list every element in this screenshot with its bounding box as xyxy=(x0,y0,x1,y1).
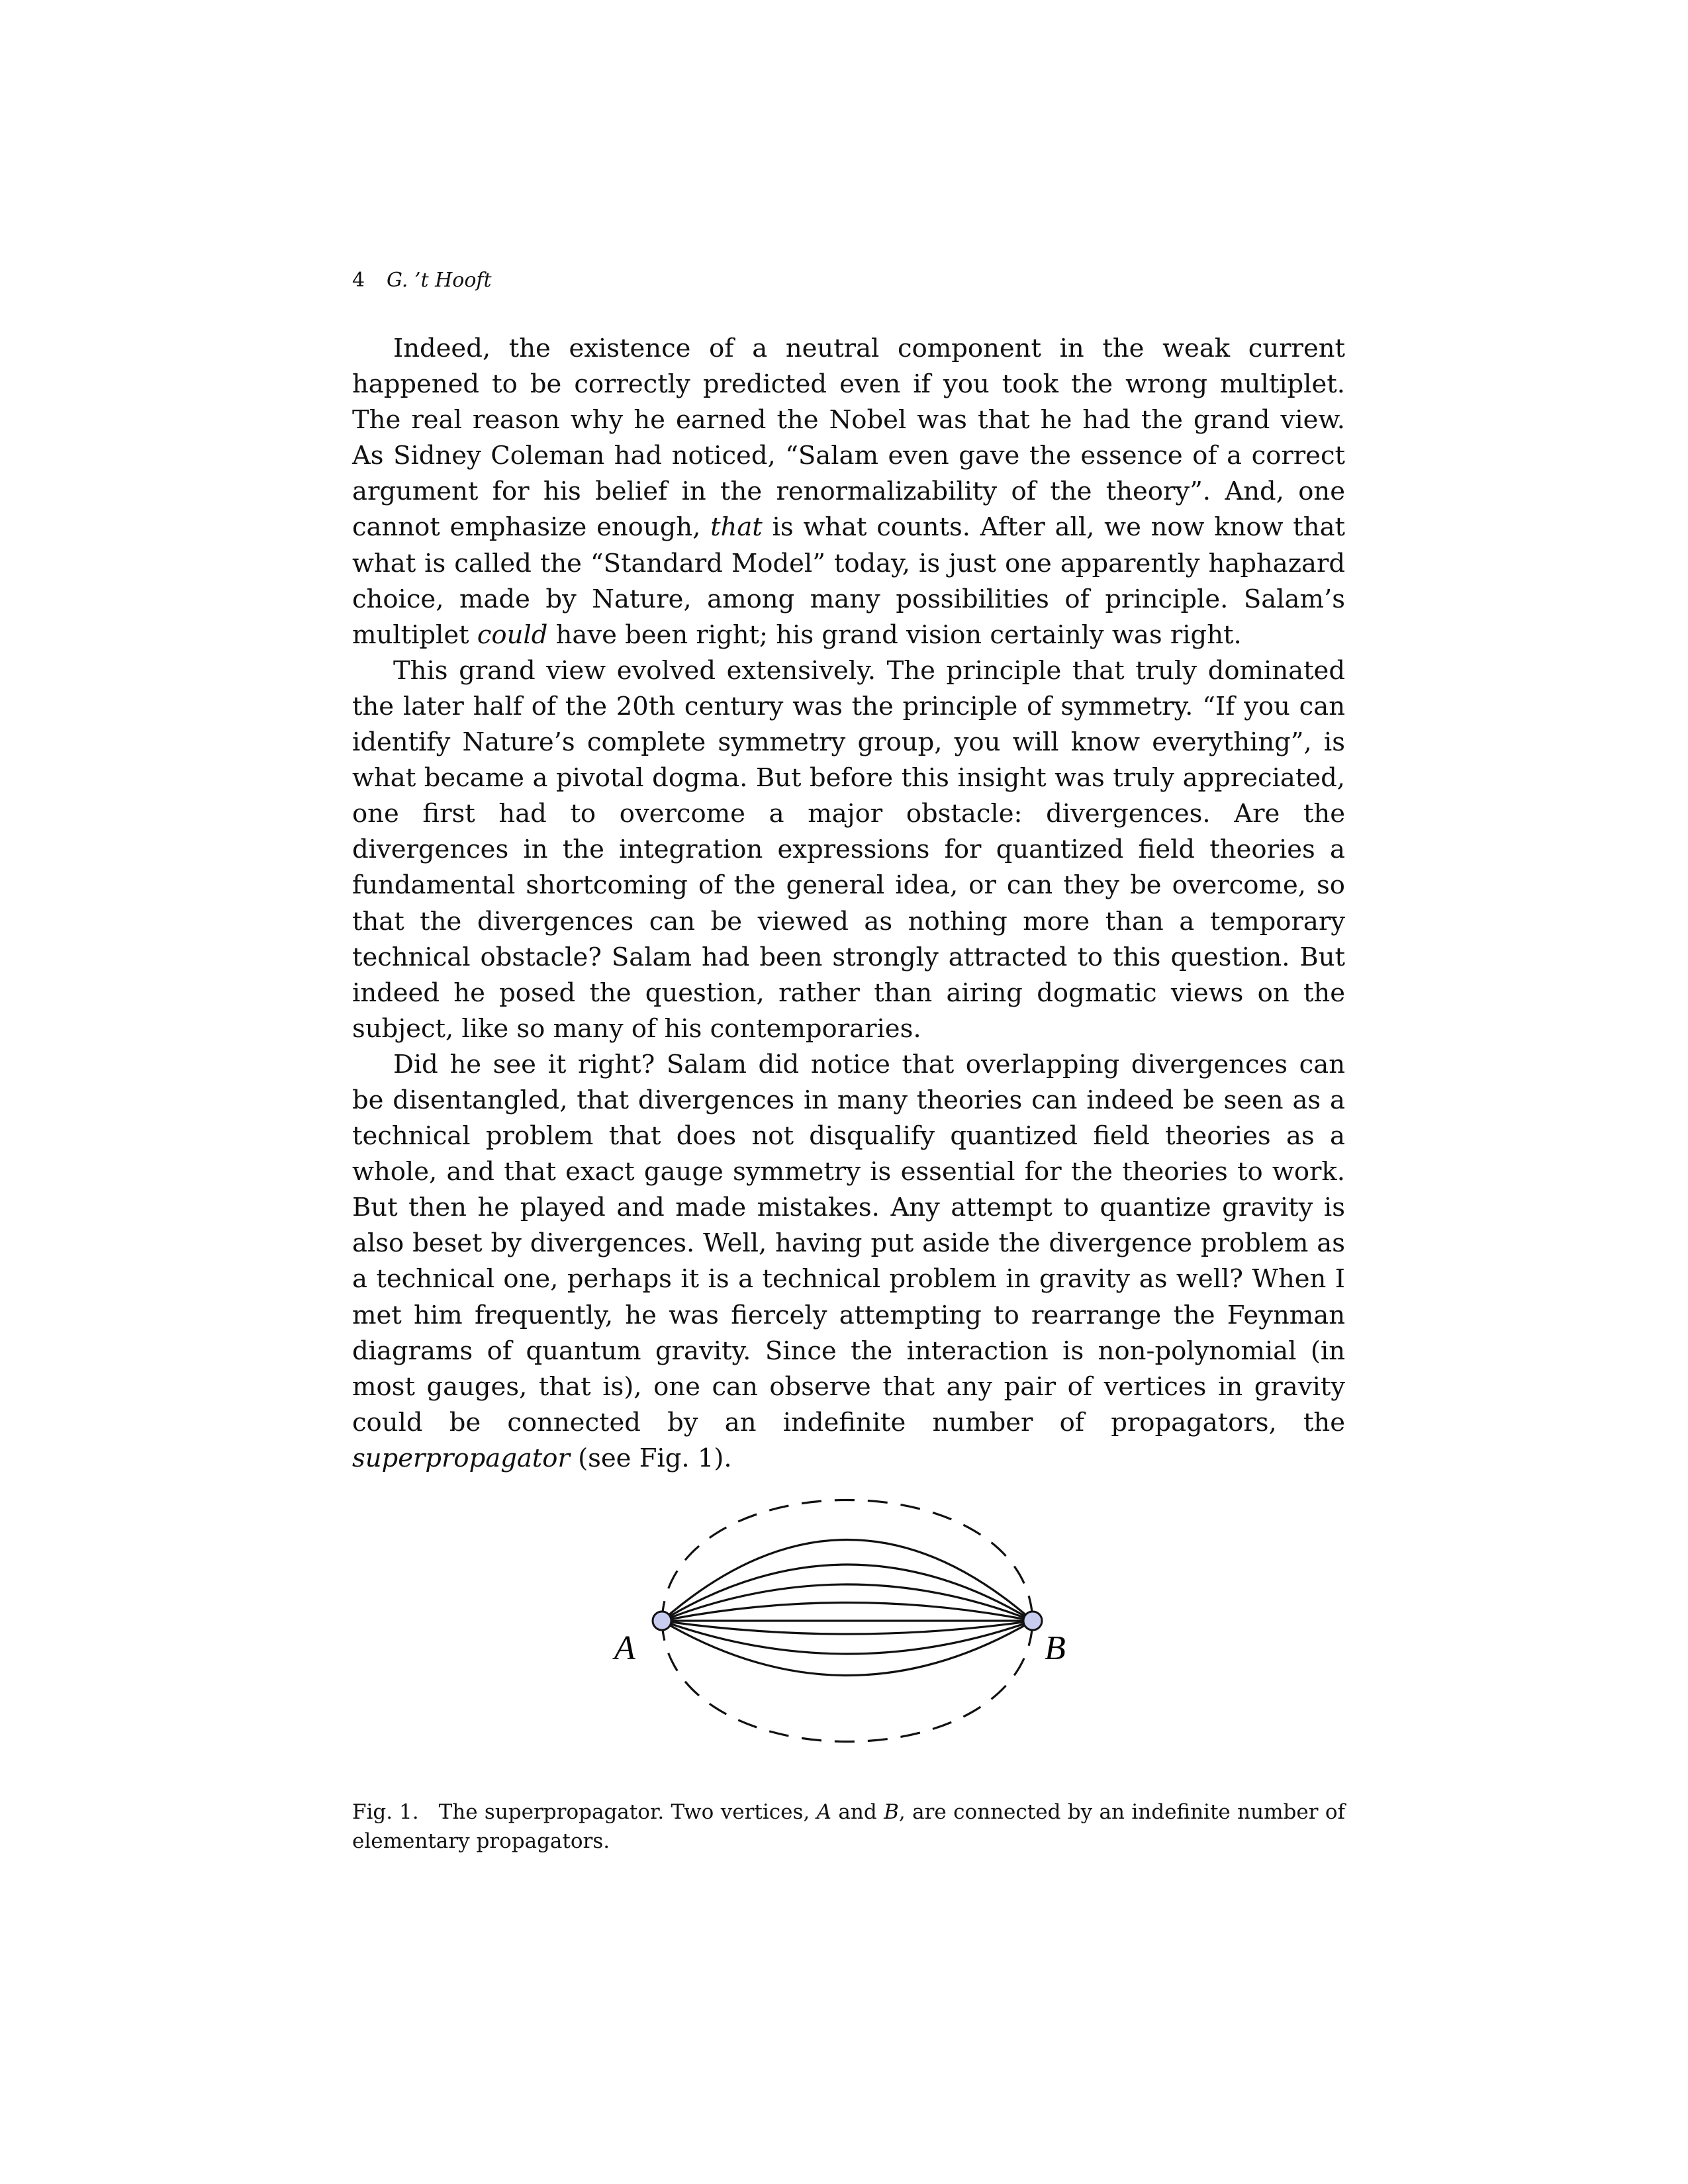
italic-run: could xyxy=(477,619,548,650)
text-run: This grand view evolved extensively. The principle that truly dominated the later half of the 20th century was the principle of symmetry. “If you can identify Nature’s complete symmetry group, you will know everything”, is what became a pivotal dogma. But before this insight was truly appreciated, one first had to overcome a major obstacle: divergences. Are the divergences in the integration expressions for quantized field theories a fundamental shortcoming of the general idea, or can they be overcome, so that the divergences can be viewed as nothing more than a temporary technical obstacle? Salam had been strongly attracted to this question. But indeed he posed the question, rather than airing dogmatic views on the subject, like so many of his contemporaries. xyxy=(352,655,1345,1044)
body-text xyxy=(352,331,1345,1477)
caption-text: The superpropagator. Two vertices, xyxy=(438,1800,817,1824)
paragraph xyxy=(352,1047,1345,1477)
italic-run: that xyxy=(710,512,763,543)
caption-text: and xyxy=(831,1800,884,1824)
superpropagator-diagram xyxy=(596,1459,1099,1790)
running-header xyxy=(352,267,492,294)
vertex-a xyxy=(653,1612,671,1630)
text-run: Did he see it right? Salam did notice that overlapping divergences can be disentangled, that divergences in many theories can indeed be seen as a technical problem that does not disqualify quantized field theories as a whole, and that exact gauge symmetry is essential for the theories to work. But then he played and made mistakes. Any attempt to quantize gravity is also beset by divergences. Well, having put aside the divergence problem as a technical one, perhaps it is a technical problem in gravity as well? When I met him frequently, he was fiercely attempting to rearrange the Feynman diagrams of quantum gravity. Since the interaction is non-polynomial (in most gauges, that is), one can observe that any pair of vertices in gravity could be connected by an indefinite number of propagators, the xyxy=(352,1049,1345,1437)
paragraph xyxy=(352,331,1345,653)
text-run: have been right; his grand vision certainly was right. xyxy=(547,619,1242,650)
vertex-b-label: B xyxy=(1045,1629,1066,1667)
text-run: is what counts. After all, we now know that what is called the “Standard Model” today, is just one apparently haphazard choice, made by Nature, among many possibilities of principle. Salam’s multiplet xyxy=(352,512,1345,650)
page-number: 4 xyxy=(352,269,365,292)
dashed-envelope-line xyxy=(662,1621,1033,1742)
superpropagator-figure xyxy=(596,1459,1099,1790)
caption-italic: B xyxy=(884,1800,899,1824)
text-run: (see Fig. 1). xyxy=(569,1443,732,1473)
text-run: Indeed, the existence of a neutral component in the weak current happened to be correctly predicted even if you took the wrong multiplet. The real reason why he earned the Nobel was that he had the grand view. As Sidney Coleman had noticed, “Salam even gave the essence of a correct argument for his belief in the renormalizability of the theory”. And, one cannot emphasize enough, xyxy=(352,334,1345,543)
italic-run: superpropagator xyxy=(352,1443,570,1473)
caption-italic: A xyxy=(816,1800,831,1824)
vertex-b xyxy=(1023,1612,1042,1630)
propagator-line xyxy=(662,1621,1033,1676)
propagator-line xyxy=(662,1621,1033,1634)
running-author: G. ’t Hooft xyxy=(387,269,492,292)
figure-caption xyxy=(352,1797,1345,1856)
vertex-a-label: A xyxy=(614,1629,635,1667)
propagator-line xyxy=(662,1540,1033,1621)
paragraph xyxy=(352,653,1345,1047)
caption-text: , are connected by an indefinite number of elementary propagators. xyxy=(352,1800,1346,1853)
caption-label: Fig. 1. xyxy=(352,1800,419,1824)
propagator-line xyxy=(662,1603,1033,1621)
